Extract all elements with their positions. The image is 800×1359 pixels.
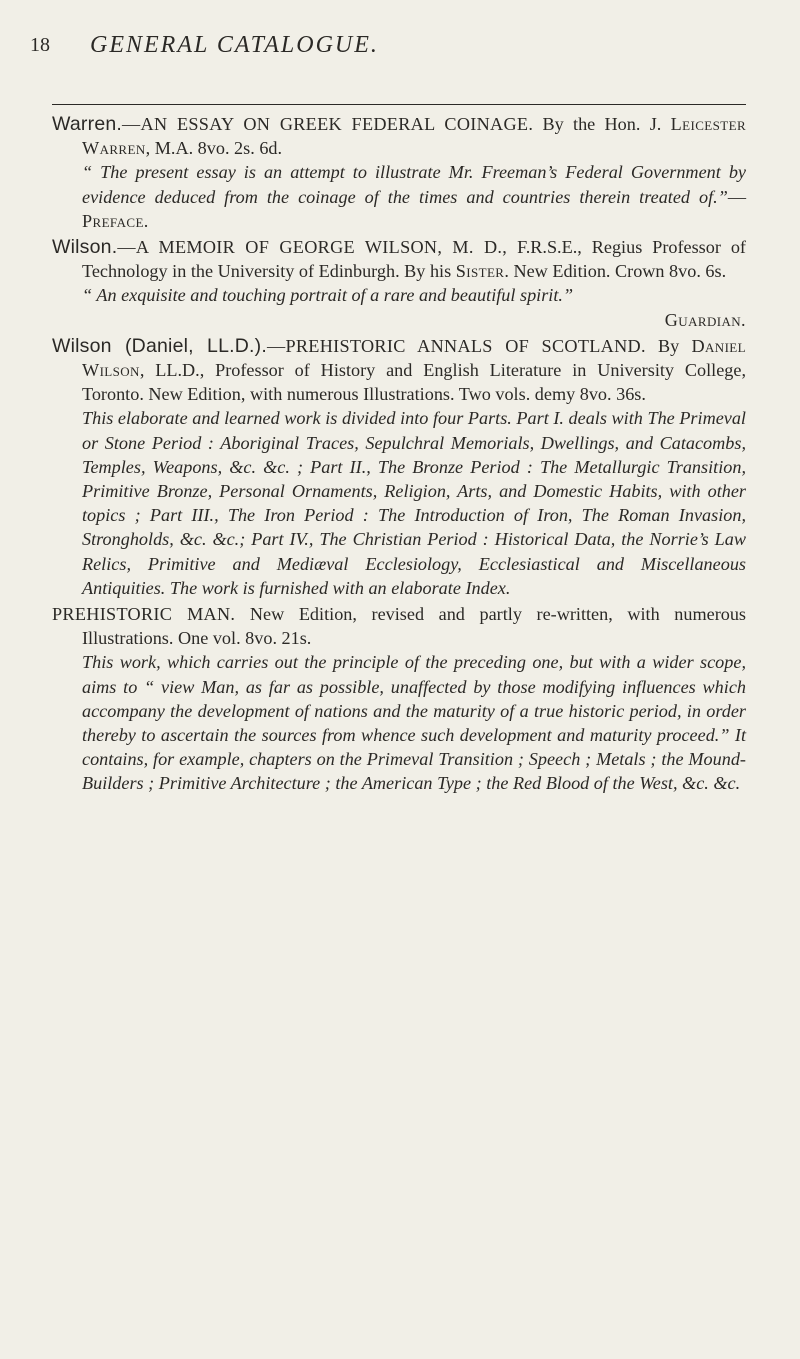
catalogue-entry-wilson-prehistoric-annals: [52, 334, 746, 600]
entry-details-suffix: , M.A. 8vo. 2s. 6d.: [145, 138, 283, 159]
entry-author-name: Sister: [455, 261, 505, 282]
entry-details: By the Hon. J.: [542, 114, 662, 134]
entry-details: New Edition, revised and partly re-written, with numerous Illustrations. One vol. 8vo. 21s.: [82, 604, 747, 649]
entry-quote-text: “ The present essay is an attempt to illustrate Mr. Freeman’s Federal Government by evidence deduced from the coinage of the times and countries therein treated of.”: [82, 162, 746, 207]
entry-details-suffix: , LL.D., Professor of History and English Literature in University College, Toronto. New Edition, with numerous Illustrations. Two vols. demy 8vo. 36s.: [82, 360, 746, 405]
catalogue-entries: [52, 112, 746, 798]
entry-title: —A MEMOIR OF GEORGE WILSON, M. D.,: [117, 237, 508, 258]
entry-quote: “ An exquisite and touching portrait of a rare and beautiful spirit.”: [82, 285, 574, 306]
running-title: GENERAL CATALOGUE.: [90, 32, 379, 58]
entry-details: F.R.S.E., Regius Professor of Technology in the University of Edinburgh. By his: [82, 237, 746, 282]
catalogue-entry-warren: [52, 112, 746, 233]
entry-author: Wilson.: [52, 236, 118, 259]
entry-quote-dash: —: [727, 186, 746, 207]
entry-author: Wilson (Daniel, LL.D.).: [52, 334, 267, 357]
entry-title: —AN ESSAY ON GREEK FEDERAL COINAGE.: [122, 114, 534, 134]
entry-description: This elaborate and learned work is divided into four Parts. Part I. deals with The Primeval or Stone Period : Aboriginal Traces, Sepulchral Memorials, Dwellings, and Catacombs, Temples, Weapons, &c. &c. ; Part II., The Bronze Period : The Metallurgic Transition, Primitive Bronze, Personal Ornaments, Religion, Arts, and Domestic Habits, with other topics ; Part III., The Iron Period : The Introduction of Iron, The Roman Invasion, Strongholds, &c. &c.; Part IV., The Christian Period : Historical Data, the Norrie’s Law Relics, Primitive and Mediæval Ecclesiology, Ecclesiastical and Miscellaneous Antiquities. The work is furnished with an elaborate Index.: [82, 408, 746, 598]
catalogue-entry-wilson-memoir: [52, 235, 746, 332]
entry-quote: [52, 160, 746, 233]
entry-quote-source: Preface.: [82, 210, 149, 231]
entry-heading: [52, 602, 746, 650]
entry-heading: [52, 235, 746, 283]
entry-details: By: [658, 335, 680, 356]
entry-heading: [52, 112, 746, 160]
catalogue-entry-prehistoric-man: [52, 602, 746, 796]
entry-quote-source: Guardian.: [664, 309, 746, 330]
entry-author-name: Leicester Warren: [82, 114, 747, 159]
entry-description: This work, which carries out the principle of the preceding one, but with a wider scope, aims to “ view Man, as far as possible, unaffected by those modifying influences which accompany the development of nations and the maturity of a true historic period, in order thereby to ascertain the sources from whence such development and maturity proceed.” It contains, for example, chapters on the Primeval Transition ; Speech ; Metals ; the Mound-Builders ; Primitive Architecture ; the American Type ; the Red Blood of the West, &c. &c.: [82, 652, 746, 794]
page-number: 18: [30, 34, 50, 56]
entry-author-name: Daniel Wilson: [82, 335, 746, 381]
entry-details-suffix: . New Edition. Crown 8vo. 6s.: [504, 261, 727, 282]
entry-heading: [52, 334, 746, 407]
running-head: [30, 30, 750, 80]
entry-title: —PREHISTORIC ANNALS OF SCOTLAND.: [266, 335, 646, 356]
header-rule: [52, 104, 746, 105]
entry-author: Warren.: [52, 113, 123, 135]
entry-title: PREHISTORIC MAN.: [52, 604, 236, 625]
